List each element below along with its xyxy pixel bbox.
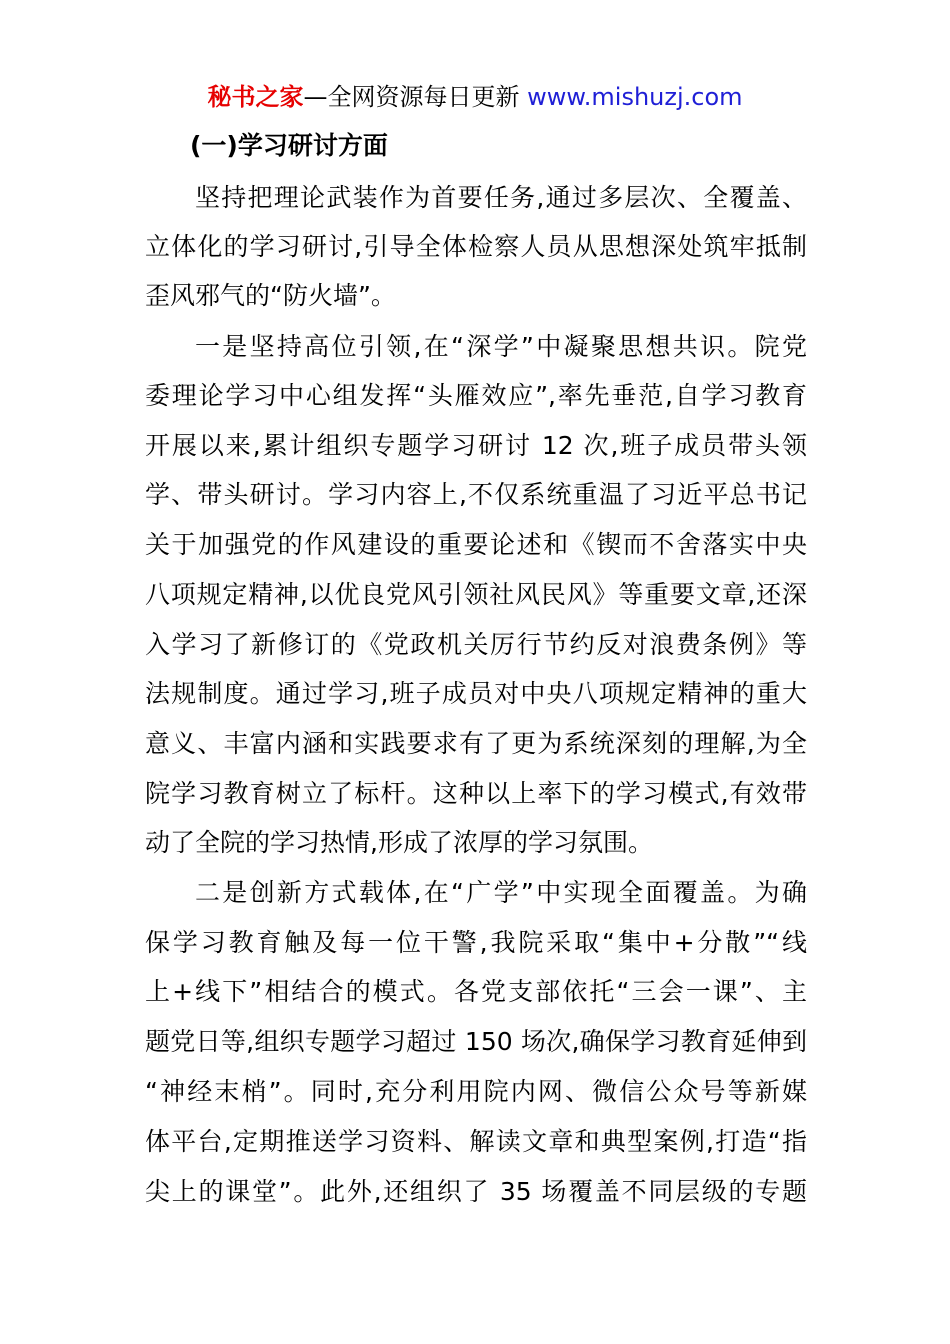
paragraph-line: 委理论学习中心组发挥“头雁效应”,率先垂范,自学习教育 xyxy=(145,381,807,410)
paragraph-line: 入学习了新修订的《党政机关厉行节约反对浪费条例》等 xyxy=(145,630,807,659)
paragraph-line: 动了全院的学习热情,形成了浓厚的学习氛围。 xyxy=(145,828,653,857)
paragraph-line: “神经末梢”。同时,充分利用院内网、微信公众号等新媒 xyxy=(145,1077,807,1106)
site-brand: 秘书之家 xyxy=(207,83,304,111)
paragraph-line: 立体化的学习研讨,引导全体检察人员从思想深处筑牢抵制 xyxy=(145,232,807,261)
paragraph-line: 体平台,定期推送学习资料、解读文章和典型案例,打造“指 xyxy=(145,1127,807,1156)
paragraph-line: 关于加强党的作风建设的重要论述和《锲而不舍落实中央 xyxy=(145,530,807,559)
paragraph-line: 歪风邪气的“防火墙”。 xyxy=(145,281,396,310)
site-tagline: —全网资源每日更新 xyxy=(303,83,528,111)
paragraph-line: 开展以来,累计组织专题学习研讨 12 次,班子成员带头领 xyxy=(145,431,807,460)
paragraph-line: 上+线下”相结合的模式。各党支部依托“三会一课”、主 xyxy=(145,977,807,1006)
paragraph-line: 坚持把理论武装作为首要任务,通过多层次、全覆盖、 xyxy=(195,183,807,212)
paragraph-line: 题党日等,组织专题学习超过 150 场次,确保学习教育延伸到 xyxy=(145,1027,807,1056)
site-header xyxy=(0,80,950,114)
paragraph-line: 法规制度。通过学习,班子成员对中央八项规定精神的重大 xyxy=(145,679,807,708)
paragraph-line: 尖上的课堂”。此外,还组织了 35 场覆盖不同层级的专题 xyxy=(145,1177,807,1206)
section-heading: (一)学习研讨方面 xyxy=(190,131,388,160)
paragraph-line: 八项规定精神,以优良党风引领社风民风》等重要文章,还深 xyxy=(145,580,807,609)
paragraph-line: 一是坚持高位引领,在“深学”中凝聚思想共识。院党 xyxy=(195,332,807,361)
site-url-link[interactable]: www.mishuzj.com xyxy=(527,83,743,111)
paragraph-line: 保学习教育触及每一位干警,我院采取“集中+分散”“线 xyxy=(145,928,807,957)
paragraph-line: 学、带头研讨。学习内容上,不仅系统重温了习近平总书记 xyxy=(145,480,807,509)
paragraph-line: 二是创新方式载体,在“广学”中实现全面覆盖。为确 xyxy=(195,878,807,907)
paragraph-line: 院学习教育树立了标杆。这种以上率下的学习模式,有效带 xyxy=(145,779,807,808)
paragraph-line: 意义、丰富内涵和实践要求有了更为系统深刻的理解,为全 xyxy=(145,729,807,758)
